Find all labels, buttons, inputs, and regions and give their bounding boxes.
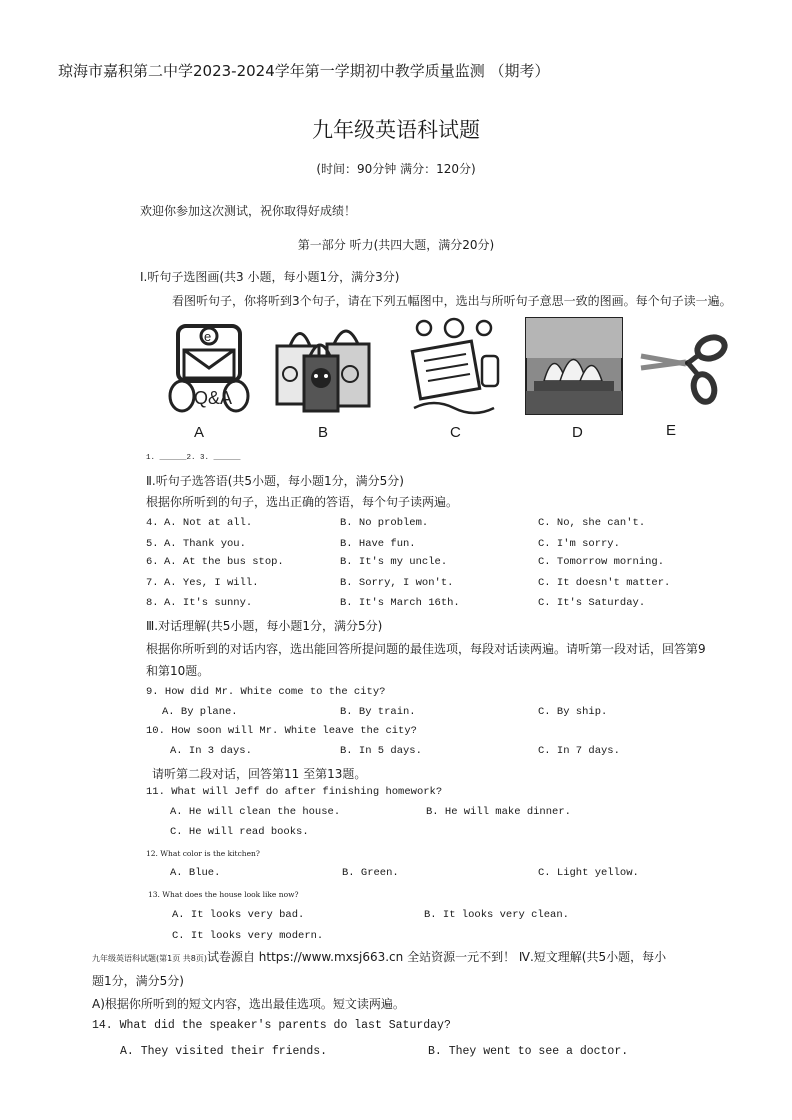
q4-option-b: B. No problem. — [340, 517, 429, 529]
picture-label-c: C — [450, 424, 461, 441]
q5-option-b: B. Have fun. — [340, 538, 416, 550]
q6-option-b: B. It's my uncle. — [340, 556, 448, 568]
school-header: 琼海市嘉积第二中学2023-2024学年第一学期初中教学质量监测 （期考） — [58, 62, 550, 80]
page-footer — [92, 948, 666, 965]
section-3-instruction-1: 根据你所听到的对话内容，选出能回答所提问题的最佳选项，每段对话读两遍。请听第一段对话，回答第9 — [146, 642, 706, 656]
q4-option-c: C. No, she can't. — [538, 517, 646, 529]
part-one-heading: 第一部分 听力(共四大题，满分20分) — [297, 238, 495, 252]
sydney-opera-house-icon — [524, 316, 624, 416]
q14-option-b: B. They went to see a doctor. — [428, 1045, 629, 1058]
q10-option-a: A. In 3 days. — [170, 745, 252, 757]
svg-text:e: e — [204, 329, 212, 344]
q10-option-c: C. In 7 days. — [538, 745, 620, 757]
q6-number: 6. — [146, 556, 159, 568]
section-2-instruction: 根据你所听到的句子，选出正确的答语，每个句子读两遍。 — [146, 495, 459, 509]
q13-option-b: B. It looks very clean. — [424, 909, 569, 921]
q8-option-c: C. It's Saturday. — [538, 597, 646, 609]
q10-question: 10. How soon will Mr. White leave the city? — [146, 725, 417, 737]
q12-option-b: B. Green. — [342, 867, 399, 879]
q11-option-c: C. He will read books. — [170, 826, 309, 838]
email-icon — [160, 316, 260, 416]
q9-question: 9. How did Mr. White come to the city? — [146, 686, 386, 698]
q7-option-a: A. Yes, I will. — [164, 577, 259, 589]
exam-subtitle: (时间：90分钟 满分：120分) — [316, 162, 476, 176]
second-dialog-instruction: 请听第二段对话，回答第11 至第13题。 — [152, 767, 367, 781]
svg-text:Q&A: Q&A — [194, 388, 233, 408]
picture-label-e: E — [666, 422, 677, 439]
section-3-instruction-2: 和第10题。 — [146, 664, 210, 678]
welcome-line: 欢迎你参加这次测试，祝你取得好成绩！ — [140, 204, 357, 218]
q4-number: 4. — [146, 517, 159, 529]
q12-question: 12. What color is the kitchen? — [146, 849, 260, 858]
q7-option-b: B. Sorry, I won't. — [340, 577, 454, 589]
picture-label-b: B — [318, 424, 329, 441]
q8-number: 8. — [146, 597, 159, 609]
q14-question: 14. What did the speaker's parents do last Saturday? — [92, 1019, 451, 1032]
q5-option-c: C. I'm sorry. — [538, 538, 620, 550]
q13-question: 13. What does the house look like now? — [148, 890, 299, 899]
q11-option-a: A. He will clean the house. — [170, 806, 341, 818]
scissors-icon — [636, 316, 736, 416]
q13-option-c: C. It looks very modern. — [172, 930, 324, 942]
picture-label-a: A — [194, 424, 205, 441]
page-info: 九年级英语科试题(第1页 共8页) — [92, 954, 207, 963]
exam-title: 九年级英语科试题 — [312, 118, 480, 142]
section-1-heading: I.听句子选图画(共3 小题，每小题1分，满分3分) — [140, 270, 400, 284]
q8-option-a: A. It's sunny. — [164, 597, 253, 609]
section-1-instruction: 看图听句子，你将听到3个句子，请在下列五幅图中，选出与所听句子意思一致的图画。每个句子读一遍。 — [172, 294, 732, 308]
q6-option-a: A. At the bus stop. — [164, 556, 284, 568]
section-3-heading: Ⅲ.对话理解(共5小题，每小题1分，满分5分) — [146, 619, 383, 633]
q6-option-c: C. Tomorrow morning. — [538, 556, 665, 568]
q5-number: 5. — [146, 538, 159, 550]
q9-option-c: C. By ship. — [538, 706, 608, 718]
q12-option-c: C. Light yellow. — [538, 867, 639, 879]
q10-option-b: B. In 5 days. — [340, 745, 422, 757]
q12-option-a: A. Blue. — [170, 867, 221, 879]
q9-option-a: A. By plane. — [162, 706, 238, 718]
q7-option-c: C. It doesn't matter. — [538, 577, 671, 589]
q13-option-a: A. It looks very bad. — [172, 909, 305, 921]
q7-number: 7. — [146, 577, 159, 589]
menu-board-icon — [404, 316, 504, 416]
q5-option-a: A. Thank you. — [164, 538, 246, 550]
section-2-heading: Ⅱ.听句子选答语(共5小题，每小题1分，满分5分) — [146, 474, 404, 488]
q4-option-a: A. Not at all. — [164, 517, 253, 529]
q11-question: 11. What will Jeff do after finishing homework? — [146, 786, 443, 798]
q8-option-b: B. It's March 16th. — [340, 597, 460, 609]
q14-option-a: A. They visited their friends. — [120, 1045, 328, 1058]
picture-label-d: D — [572, 424, 583, 441]
shopping-bags-icon — [272, 316, 372, 416]
q9-option-b: B. By train. — [340, 706, 416, 718]
footer-line-2: 题1分，满分5分) — [92, 974, 184, 988]
source-text: 试卷源自 https://www.mxsj663.cn 全站资源一元不到！ Ⅳ.短文理解(共5小题，每小 — [206, 950, 667, 964]
section-4-instruction: A)根据你所听到的短文内容，选出最佳选项。短文读两遍。 — [92, 997, 405, 1011]
answer-line: 1. ______2. 3. ______ — [146, 454, 241, 462]
q11-option-b: B. He will make dinner. — [426, 806, 571, 818]
